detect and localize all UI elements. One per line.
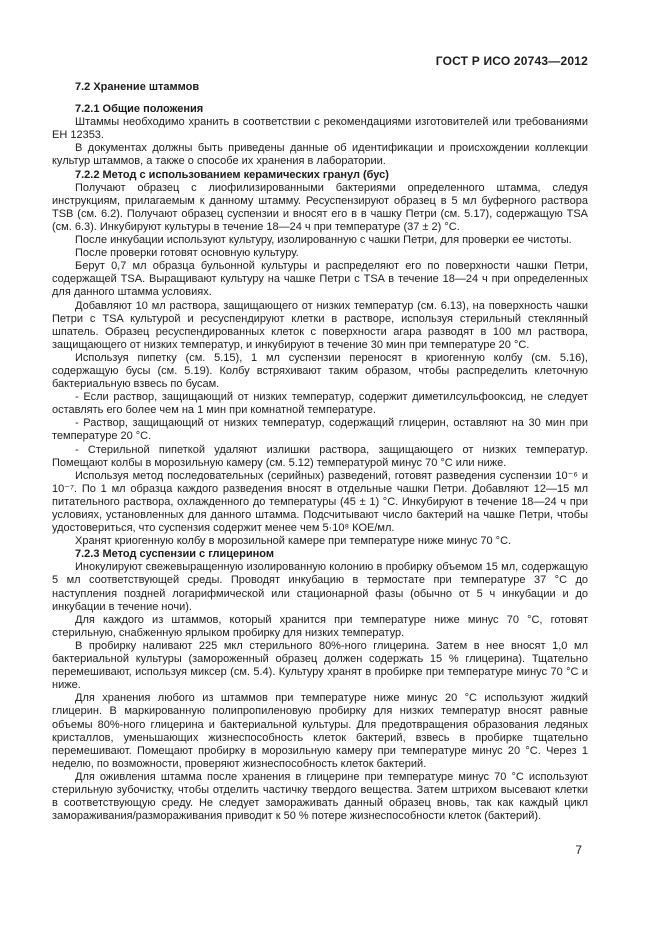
- document-body: [52, 81, 588, 823]
- body-paragraph: Хранят криогенную колбу в морозильной камере при температуре ниже минус 70 °С.: [75, 535, 512, 548]
- body-paragraph: Штаммы необходимо хранить в соответствии с рекомендациями изготовителей или требованиями ЕН 12353.: [52, 116, 588, 142]
- body-paragraph: Используя метод последовательных (серийных) разведений, готовят разведения суспензии 10⁻⁶ и 10⁻⁷. По 1 мл образца каждого разведения вносят в отдельные чашки Петри. Добавляют 12—15 мл питательного раствора, охлажденного до температуры (45 ± 1) °С. Инкубируют в течение 18—24 ч при условиях, установленных для данного штамма. Подсчитывают число бактерий на чашке Петри, чтобы удостовериться, что суспензия содержит менее чем 5·10⁸ КОЕ/мл.: [52, 469, 588, 535]
- body-paragraph: Добавляют 10 мл раствора, защищающего от низких температур (см. 6.13), на поверхность чашки Петри с TSA культурой и ресуспендируют клетки в растворе, используя стерильный стеклянный шпатель. Образец ресуспендированных клеток с поверхности агара разводят в 100 мл раствора, защищающего от низких температур, и инкубируют в течение 30 мин при температуре 20 °С.: [52, 299, 588, 351]
- running-header: ГОСТ Р ИСО 20743—2012: [435, 54, 588, 68]
- body-paragraph: В пробирку наливают 225 мкл стерильного 80%-ного глицерина. Затем в нее вносят 1,0 мл бактериальной культуры (замороженный образец должен содержать 15 % глицерина). Тщательно перемешивают, используя миксер (см. 5.4). Культуру хранят в пробирке при температуре минус 70 °С и ниже.: [52, 639, 588, 692]
- section-heading: 7.2.1 Общие положения: [75, 103, 204, 116]
- body-paragraph: - Если раствор, защищающий от низких температур, содержит диметилсульфооксид, не следует оставлять его более чем на 1 мин при комнатной температуре.: [52, 391, 588, 417]
- body-paragraph: В документах должны быть приведены данные об идентификации и происхождении коллекции культур штаммов, а также о способе их хранения в лаборатории.: [52, 142, 588, 168]
- body-paragraph: После инкубации используют культуру, изолированную с чашки Петри, для проверки ее чистоты.: [75, 234, 572, 247]
- section-heading: 7.2.2 Метод с использованием керамических гранул (бус): [75, 168, 389, 181]
- body-paragraph: Для каждого из штаммов, который хранится при температуре ниже минус 70 °С, готовят стерильную, снабженную ярлыком пробирку для низких температур.: [52, 613, 588, 639]
- body-paragraph: После проверки готовят основную культуру.: [75, 247, 299, 260]
- body-paragraph: Используя пипетку (см. 5.15), 1 мл суспензии переносят в криогенную колбу (см. 5.16), содержащую бусы (см. 5.19). Колбу встряхивают таким образом, чтобы распределить клеточную бактериальную взвесь по бусам.: [52, 351, 588, 391]
- body-paragraph: Берут 0,7 мл образца бульонной культуры и распределяют его по поверхности чашки Петри, содержащей TSA. Выращивают культуру на чашке Петри с TSA в течение 18—24 ч при определенных для данного штамма условиях.: [52, 260, 588, 299]
- body-paragraph: Получают образец с лиофилизированными бактериями определенного штамма, следуя инструкциям, прилагаемым к данному штамму. Ресуспензируют образец в 5 мл буферного раствора TSB (см. 6.2). Получают образец суспензии и вносят его в в чашку Петри (см. 5.17), содержащую TSA (см. 6.3). Инкубируют культуры в течение 18—24 ч при температуре (37 ± 2) °С.: [52, 181, 588, 233]
- section-heading: 7.2.3 Метод суспензии с глицерином: [75, 548, 274, 561]
- body-paragraph: Для оживления штамма после хранения в глицерине при температуре минус 70 °С используют стерильную зубочистку, чтобы отделить частичку твердого вещества. Затем штрихом высевают клетки в соответствующую среду. Не следует замораживать данный образец вновь, так как каждый цикл замораживания/размораживания приводит к 50 % потере жизнеспособности клеток (бактерий).: [52, 770, 588, 823]
- body-paragraph: - Стерильной пипеткой удаляют излишки раствора, защищающего от низких температур. Помещают колбы в морозильную камеру (см. 5.12) температурой минус 70 °С или ниже.: [52, 443, 588, 469]
- section-heading: 7.2 Хранение штаммов: [75, 81, 200, 93]
- body-paragraph: Для хранения любого из штаммов при температуре ниже минус 20 °С используют жидкий глицерин. В маркированную полипропиленовую пробирку для низких температур вносят равные объемы 80%-ного глицерина и бактериальной культуры. Для предотвращения образования ледяных кристаллов, уменьшающих жизнеспособность клеток бактерий, взвесь в пробирке тщательно перемешивают. Помещают пробирку в морозильную камеру при температуре минус 20 °С. Через 1 неделю, по возможности, проверяют жизнеспособность клеток бактерий.: [52, 692, 588, 770]
- body-paragraph: - Раствор, защищающий от низких температур, содержащий глицерин, оставляют на 30 мин при температуре 20 °С.: [52, 417, 588, 443]
- body-paragraph: Инокулируют свежевыращенную изолированную колонию в пробирку объемом 15 мл, содержащую 5 мл соответствующей среды. Проводят инкубацию в термостате при температуре 37 °С до наступления поздней логарифмической или стационарной фазы (обычно от 5 ч инкубации и до инкубации в течение ночи).: [52, 561, 588, 613]
- page-number: 7: [575, 843, 582, 857]
